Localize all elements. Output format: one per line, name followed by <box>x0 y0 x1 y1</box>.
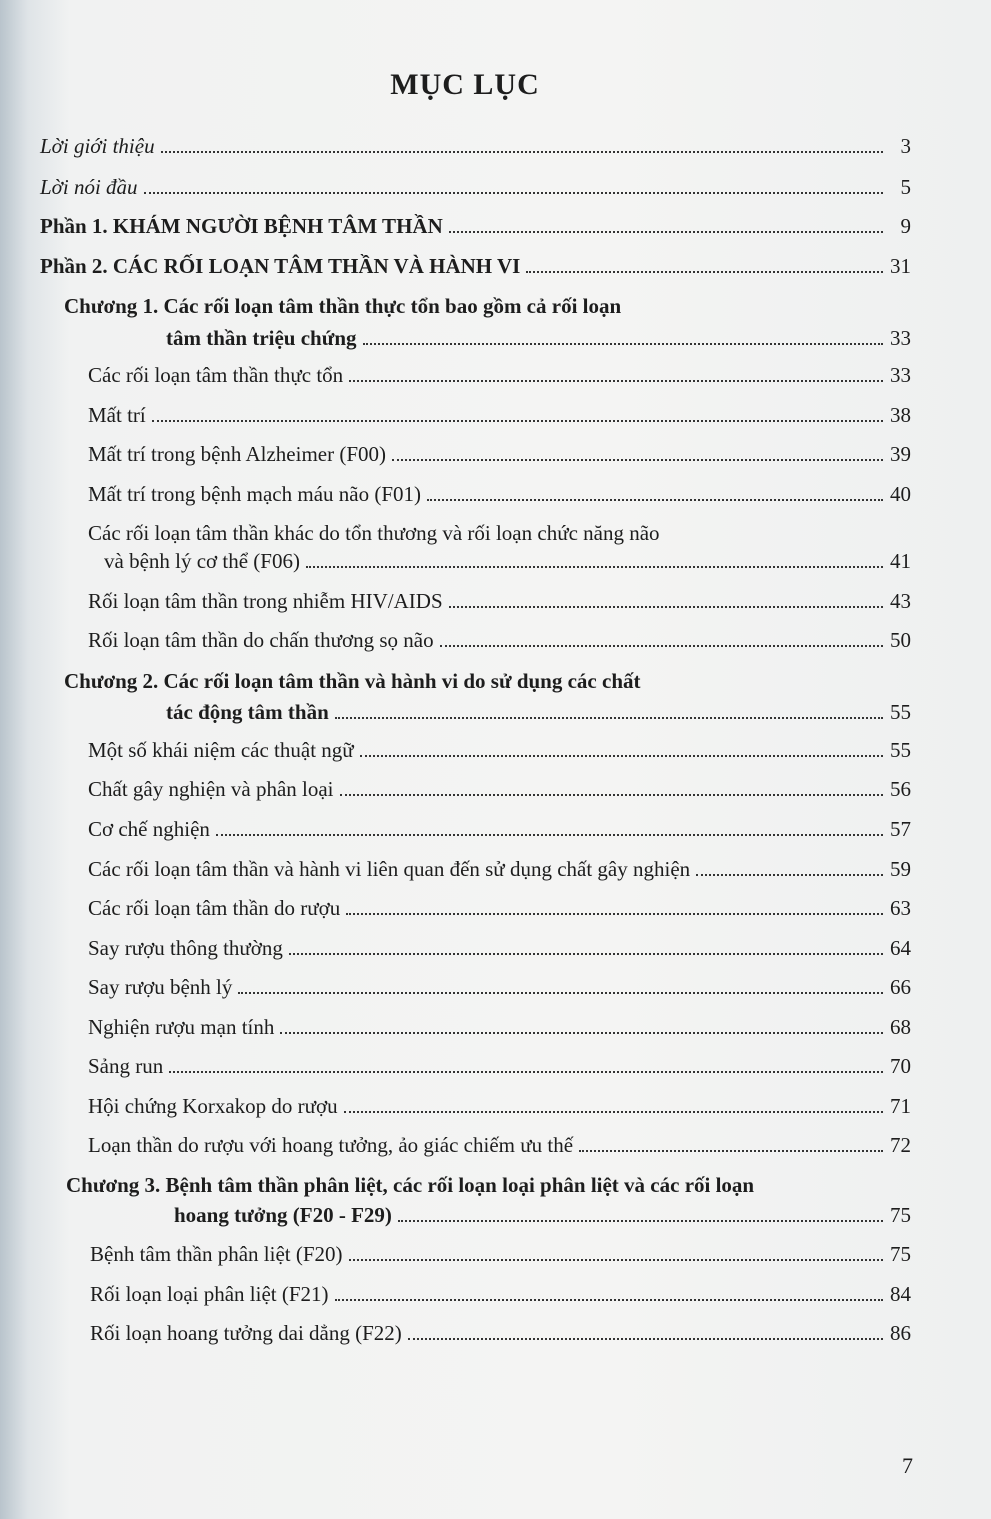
chapter-heading-line: Chương 1. Các rối loạn tâm thần thực tổn bao gồm cả rối loạn <box>64 294 622 318</box>
toc-entry-page: 75 <box>890 1203 911 1227</box>
dot-leader <box>289 953 883 955</box>
toc-chapter-entry <box>174 1202 911 1228</box>
toc-entry-page: 50 <box>890 628 911 652</box>
dot-leader <box>427 499 883 501</box>
toc-entry-page: 56 <box>890 777 911 801</box>
toc-entry <box>88 974 911 1000</box>
toc-entry <box>88 1014 911 1040</box>
toc-entry <box>40 174 911 200</box>
toc-entry-page: 41 <box>890 549 911 573</box>
toc-entry-label: Phần 2. CÁC RỐI LOẠN TÂM THẦN VÀ HÀNH VI <box>40 254 521 278</box>
toc-entry-label: Rối loạn hoang tưởng dai dẳng (F22) <box>90 1321 402 1345</box>
dot-leader <box>360 755 883 757</box>
dot-leader <box>340 794 883 796</box>
toc-entry <box>88 737 911 763</box>
toc-entry <box>88 402 911 428</box>
toc-entry <box>90 1320 911 1346</box>
toc-entry <box>88 362 911 388</box>
toc-entry-page: 9 <box>900 214 911 238</box>
toc-entry-label: Các rối loạn tâm thần do rượu <box>88 896 341 920</box>
toc-entry-label: Rối loạn tâm thần trong nhiễm HIV/AIDS <box>88 589 443 613</box>
dot-leader <box>335 1299 883 1301</box>
toc-chapter-entry <box>166 699 911 725</box>
dot-leader <box>344 1111 883 1113</box>
toc-entry <box>88 1093 911 1119</box>
page-title: MỤC LỤC <box>390 68 540 101</box>
toc-entry-page: 66 <box>890 975 911 999</box>
toc-entry-page: 31 <box>890 254 911 278</box>
toc-entry-label: Sảng run <box>88 1054 164 1078</box>
toc-entry-label: Nghiện rượu mạn tính <box>88 1015 275 1039</box>
dot-leader <box>152 420 883 422</box>
dot-leader <box>579 1150 883 1152</box>
toc-part-entry <box>40 213 911 239</box>
chapter-heading-line: Chương 2. Các rối loạn tâm thần và hành vi do sử dụng các chất <box>64 669 641 693</box>
toc-entry <box>88 1053 911 1079</box>
toc-entry-page: 3 <box>900 134 911 158</box>
toc-entry <box>88 856 911 882</box>
toc-entry <box>88 627 911 653</box>
toc-entry <box>40 133 911 159</box>
dot-leader <box>238 992 883 994</box>
toc-entry-page: 55 <box>890 738 911 762</box>
toc-entry-first-line: Các rối loạn tâm thần khác do tổn thương và rối loạn chức năng não <box>88 521 660 545</box>
toc-entry-label: Lời nói đầu <box>40 175 138 199</box>
toc-entry-label: Bệnh tâm thần phân liệt (F20) <box>90 1242 343 1266</box>
dot-leader <box>161 151 883 153</box>
toc-entry-page: 63 <box>890 896 911 920</box>
toc-entry-page: 68 <box>890 1015 911 1039</box>
toc-entry-page: 43 <box>890 589 911 613</box>
dot-leader <box>696 874 883 876</box>
dot-leader <box>449 231 883 233</box>
dot-leader <box>526 271 883 273</box>
toc-entry-label: Say rượu thông thường <box>88 936 283 960</box>
dot-leader <box>346 913 883 915</box>
toc-entry-label: Rối loạn loại phân liệt (F21) <box>90 1282 329 1306</box>
toc-entry-page: 55 <box>890 700 911 724</box>
toc-entry-label: Mất trí trong bệnh Alzheimer (F00) <box>88 442 387 466</box>
page-number: 7 <box>902 1453 913 1478</box>
dot-leader <box>363 343 883 345</box>
toc-entry-label: Một số khái niệm các thuật ngữ <box>88 738 354 762</box>
toc-entry-label: Mất trí <box>88 403 146 427</box>
toc-entry <box>104 548 911 574</box>
toc-entry <box>88 895 911 921</box>
toc-entry-page: 39 <box>890 442 911 466</box>
toc-entry-label: Hội chứng Korxakop do rượu <box>88 1094 338 1118</box>
toc-entry <box>88 441 911 467</box>
toc-entry-label: Say rượu bệnh lý <box>88 975 233 999</box>
dot-leader <box>398 1220 883 1222</box>
toc-chapter-entry <box>166 325 911 351</box>
toc-entry-page: 5 <box>900 175 911 199</box>
toc-entry-label: Mất trí trong bệnh mạch máu não (F01) <box>88 482 422 506</box>
toc-entry-page: 71 <box>890 1094 911 1118</box>
dot-leader <box>392 459 883 461</box>
toc-entry-page: 86 <box>890 1321 911 1345</box>
dot-leader <box>169 1071 883 1073</box>
dot-leader <box>408 1338 883 1340</box>
toc-entry <box>88 481 911 507</box>
toc-entry-page: 84 <box>890 1282 911 1306</box>
toc-entry-label: Các rối loạn tâm thần thực tổn <box>88 363 344 387</box>
toc-entry <box>88 935 911 961</box>
toc-entry <box>88 776 911 802</box>
toc-entry-label: Rối loạn tâm thần do chấn thương sọ não <box>88 628 434 652</box>
dot-leader <box>144 192 883 194</box>
chapter-heading-line: Chương 3. Bệnh tâm thần phân liệt, các rối loạn loại phân liệt và các rối loạn <box>66 1173 755 1197</box>
toc-entry-page: 33 <box>890 363 911 387</box>
toc-part-entry <box>40 253 911 279</box>
toc-entry-page: 64 <box>890 936 911 960</box>
dot-leader <box>306 566 883 568</box>
toc-entry-page: 40 <box>890 482 911 506</box>
toc-entry <box>90 1241 911 1267</box>
toc-entry-label: tác động tâm thần <box>166 700 329 724</box>
toc-entry-page: 72 <box>890 1133 911 1157</box>
toc-entry <box>90 1281 911 1307</box>
dot-leader <box>440 645 883 647</box>
toc-entry <box>88 1132 911 1158</box>
toc-entry-label: Lời giới thiệu <box>40 134 155 158</box>
dot-leader <box>280 1032 883 1034</box>
toc-entry-label: Loạn thần do rượu với hoang tưởng, ảo giác chiếm ưu thế <box>88 1133 574 1157</box>
toc-entry-label: hoang tưởng (F20 - F29) <box>174 1203 392 1227</box>
dot-leader <box>216 834 883 836</box>
toc-entry-page: 33 <box>890 326 911 350</box>
toc-entry-label: Các rối loạn tâm thần và hành vi liên quan đến sử dụng chất gây nghiện <box>88 857 691 881</box>
toc-entry-label: Cơ chế nghiện <box>88 817 210 841</box>
toc-entry-page: 75 <box>890 1242 911 1266</box>
dot-leader <box>349 1259 883 1261</box>
toc-entry <box>88 588 911 614</box>
toc-entry-label: và bệnh lý cơ thể (F06) <box>104 549 300 573</box>
toc-entry-label: Chất gây nghiện và phân loại <box>88 777 334 801</box>
toc-entry <box>88 816 911 842</box>
toc-entry-page: 70 <box>890 1054 911 1078</box>
toc-entry-page: 57 <box>890 817 911 841</box>
toc-entry-page: 59 <box>890 857 911 881</box>
dot-leader <box>449 606 883 608</box>
toc-entry-label: Phần 1. KHÁM NGƯỜI BỆNH TÂM THẦN <box>40 214 443 238</box>
dot-leader <box>335 717 883 719</box>
dot-leader <box>349 380 883 382</box>
toc-entry-page: 38 <box>890 403 911 427</box>
toc-entry-label: tâm thần triệu chứng <box>166 326 357 350</box>
